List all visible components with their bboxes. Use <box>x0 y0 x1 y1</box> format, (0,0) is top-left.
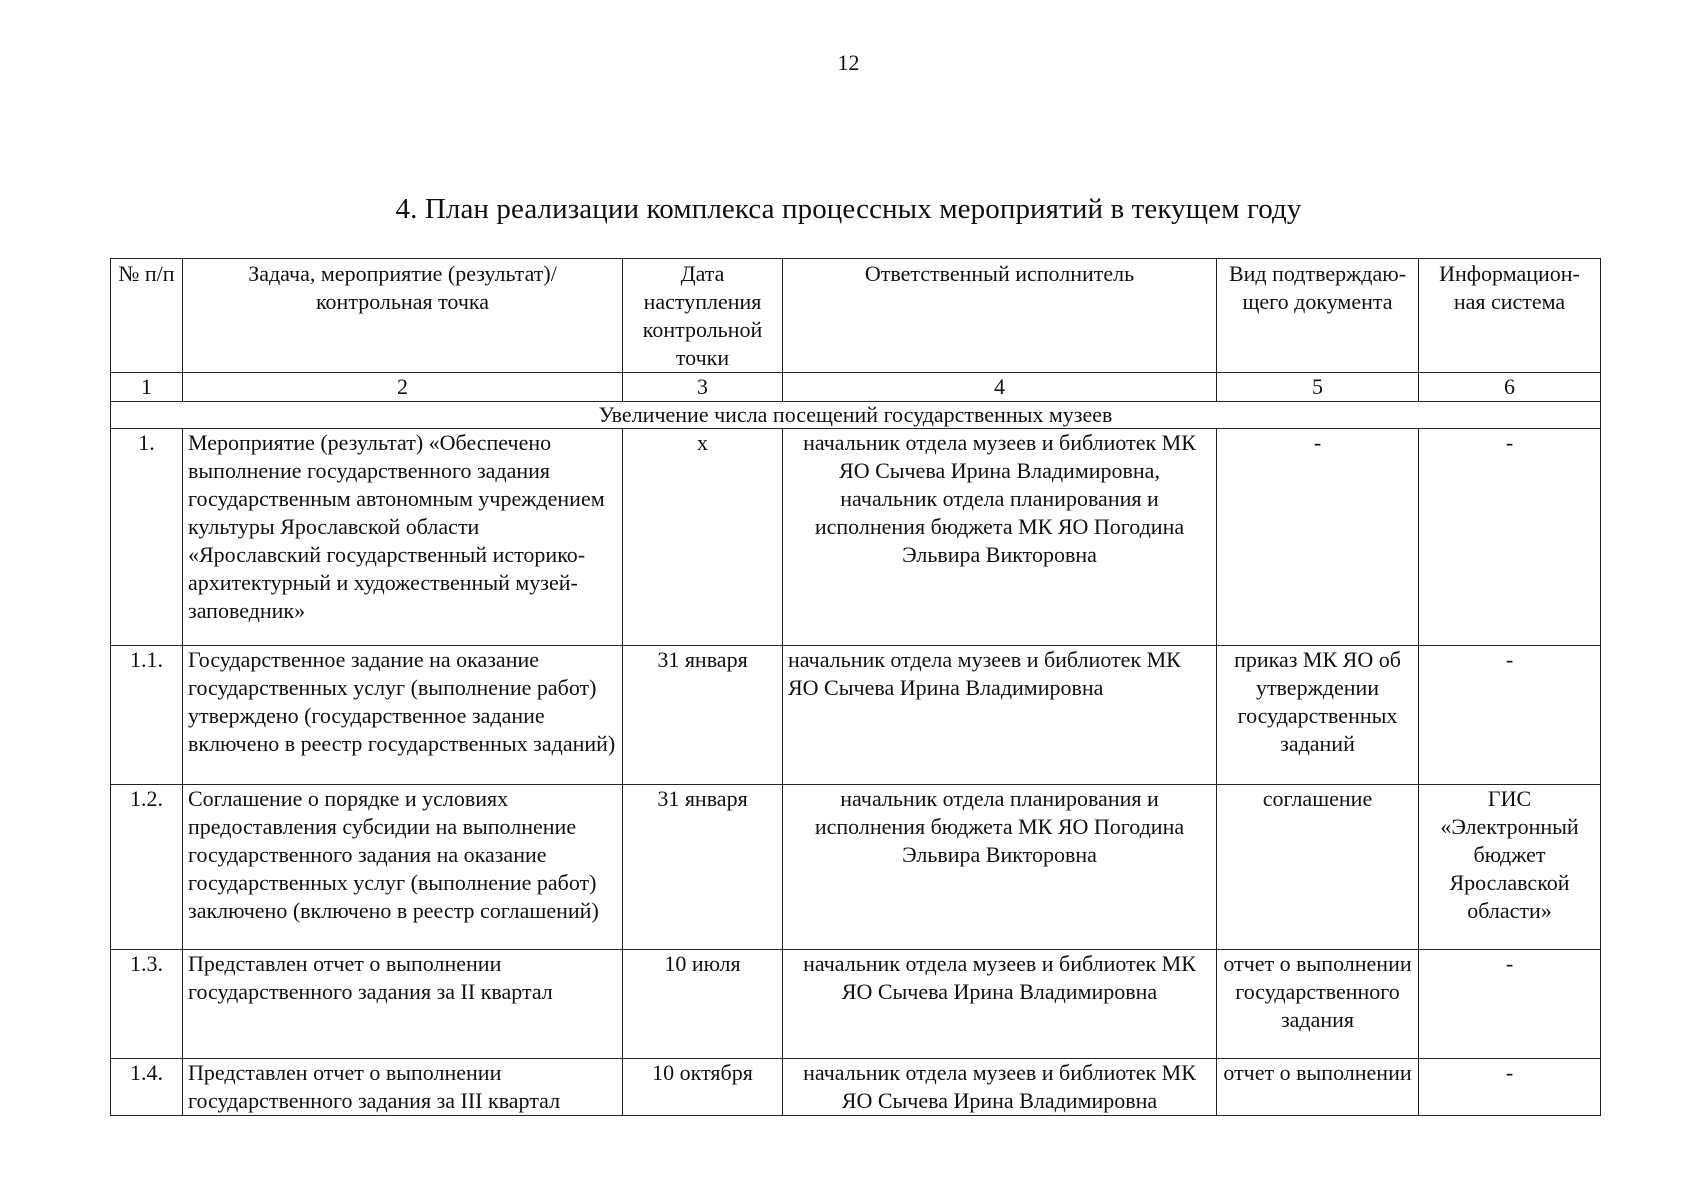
row-date: 10 октября <box>623 1059 783 1116</box>
column-number: 6 <box>1419 373 1601 402</box>
row-task: Мероприятие (результат) «Обеспечено выполнение государственного задания государственным автономным учреждением культуры Ярославской области «Ярославский государственный историко-архитектурный и художественный музей-заповедник» <box>183 429 623 646</box>
table-row <box>111 785 1601 950</box>
column-number: 2 <box>183 373 623 402</box>
section-title: Увеличение числа посещений государственных музеев <box>111 402 1601 429</box>
table-header-row <box>111 259 1601 373</box>
row-date: 31 января <box>623 646 783 785</box>
table-row <box>111 646 1601 785</box>
row-system: - <box>1419 950 1601 1059</box>
row-num: 1.3. <box>111 950 183 1059</box>
column-number: 5 <box>1217 373 1419 402</box>
row-executor: начальник отдела музеев и библиотек МК ЯО Сычева Ирина Владимировна <box>783 1059 1217 1116</box>
row-date: х <box>623 429 783 646</box>
page-title: 4. План реализации комплекса процессных мероприятий в текущем году <box>395 193 1302 225</box>
row-task: Представлен отчет о выполнении государственного задания за II квартал <box>183 950 623 1059</box>
row-system: - <box>1419 646 1601 785</box>
row-task: Представлен отчет о выполнении государственного задания за III квартал <box>183 1059 623 1116</box>
column-number: 4 <box>783 373 1217 402</box>
row-system: - <box>1419 429 1601 646</box>
column-number-row <box>111 373 1601 402</box>
column-number: 3 <box>623 373 783 402</box>
row-num: 1. <box>111 429 183 646</box>
plan-table <box>110 258 1601 1116</box>
row-document: - <box>1217 429 1419 646</box>
header-system: Информацион-ная система <box>1419 259 1601 373</box>
row-date: 10 июля <box>623 950 783 1059</box>
row-document: отчет о выполнении государственного задания <box>1217 950 1419 1059</box>
row-document: соглашение <box>1217 785 1419 950</box>
row-num: 1.4. <box>111 1059 183 1116</box>
row-executor: начальник отдела планирования и исполнения бюджета МК ЯО Погодина Эльвира Викторовна <box>783 785 1217 950</box>
row-executor: начальник отдела музеев и библиотек МК ЯО Сычева Ирина Владимировна <box>783 646 1217 785</box>
header-num: № п/п <box>111 259 183 373</box>
row-num: 1.1. <box>111 646 183 785</box>
row-executor: начальник отдела музеев и библиотек МК ЯО Сычева Ирина Владимировна <box>783 950 1217 1059</box>
page-number: 12 <box>837 50 860 75</box>
row-executor: начальник отдела музеев и библиотек МК ЯО Сычева Ирина Владимировна, начальник отдела планирования и исполнения бюджета МК ЯО Погодина Эльвира Викторовна <box>783 429 1217 646</box>
row-document: отчет о выполнении <box>1217 1059 1419 1116</box>
row-date: 31 января <box>623 785 783 950</box>
row-task: Соглашение о порядке и условиях предоставления субсидии на выполнение государственного задания на оказание государственных услуг (выполнение работ) заключено (включено в реестр соглашений) <box>183 785 623 950</box>
header-date: Дата наступления контрольной точки <box>623 259 783 373</box>
column-number: 1 <box>111 373 183 402</box>
table-row <box>111 950 1601 1059</box>
row-document: приказ МК ЯО об утверждении государственных заданий <box>1217 646 1419 785</box>
row-task: Государственное задание на оказание государственных услуг (выполнение работ) утверждено (государственное задание включено в реестр государственных заданий) <box>183 646 623 785</box>
header-executor: Ответственный исполнитель <box>783 259 1217 373</box>
header-document: Вид подтверждаю-щего документа <box>1217 259 1419 373</box>
row-system: - <box>1419 1059 1601 1116</box>
header-task: Задача, мероприятие (результат)/ контрольная точка <box>183 259 623 373</box>
table-row <box>111 1059 1601 1116</box>
table-row <box>111 429 1601 646</box>
row-num: 1.2. <box>111 785 183 950</box>
section-row <box>111 402 1601 429</box>
row-system: ГИС «Электронный бюджет Ярославской области» <box>1419 785 1601 950</box>
